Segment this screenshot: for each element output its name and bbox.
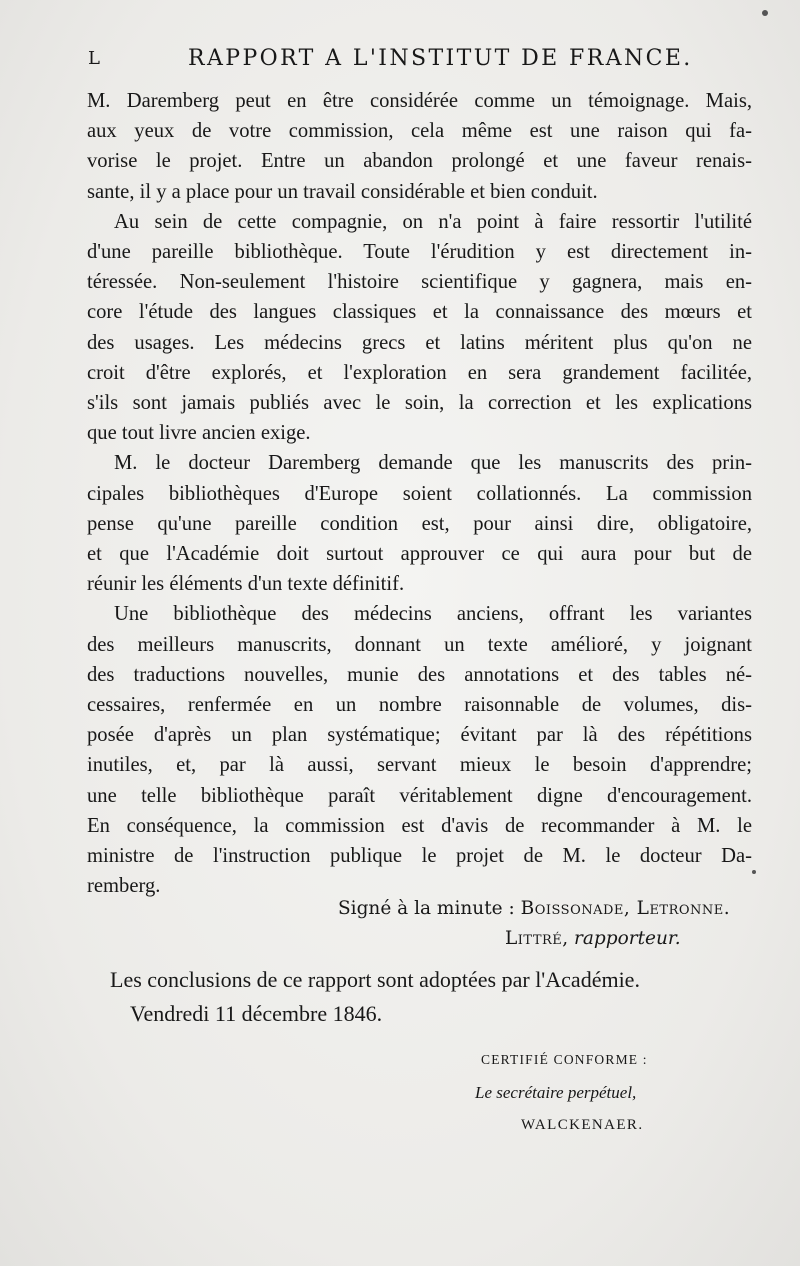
text-line: Une bibliothèque des médecins anciens, offrant les variantes bbox=[114, 603, 752, 626]
text-line: d'une pareille bibliothèque. Toute l'érudition y est directement in- bbox=[87, 241, 752, 264]
text-line: posée d'après un plan systématique; évitant par là des répétitions bbox=[87, 724, 752, 747]
signature-line-2: Littré, rapporteur. bbox=[505, 928, 681, 949]
rapporteur-name: Littré bbox=[505, 928, 563, 949]
text-line: des meilleurs manuscrits, donnant un texte amélioré, y joignant bbox=[87, 633, 752, 656]
text-line: aux yeux de votre commission, cela même est une raison qui fa- bbox=[87, 120, 752, 143]
date-line: Vendredi 11 décembre 1846. bbox=[130, 1001, 383, 1026]
running-head: RAPPORT A L'INSTITUT DE FRANCE. bbox=[188, 46, 693, 71]
text-line: une telle bibliothèque paraît véritablement digne d'encouragement. bbox=[87, 784, 752, 807]
rapporteur-role: rapporteur. bbox=[574, 928, 681, 949]
text-line: s'ils sont jamais publiés avec le soin, la correction et les explications bbox=[87, 392, 752, 415]
text-line: M. Daremberg peut en être considérée comme un témoignage. Mais, bbox=[87, 90, 752, 112]
signature-prefix: Signé à la minute : bbox=[338, 898, 521, 919]
text-line: que tout livre ancien exige. bbox=[87, 422, 311, 445]
report-body bbox=[87, 86, 752, 901]
certification-title: Le secrétaire perpétuel, bbox=[475, 1083, 637, 1102]
text-line: et que l'Académie doit surtout approuver ce qui aura pour but de bbox=[87, 543, 752, 566]
text-line: En conséquence, la commission est d'avis de recommander à M. le bbox=[87, 814, 752, 837]
text-line: croit d'être explorés, et l'exploration en sera grandement facilitée, bbox=[87, 361, 752, 384]
text-line: vorise le projet. Entre un abandon prolongé et une faveur renais- bbox=[87, 150, 752, 173]
text-line: sante, il y a place pour un travail considérable et bien conduit. bbox=[87, 180, 598, 203]
conclusion-line: Les conclusions de ce rapport sont adoptées par l'Académie. bbox=[110, 967, 640, 992]
text-line: inutiles, et, par là aussi, servant mieux le besoin d'apprendre; bbox=[87, 754, 752, 777]
paper-speck bbox=[762, 10, 768, 16]
text-line: téressée. Non-seulement l'histoire scientifique y gagnera, mais en- bbox=[87, 271, 752, 294]
certification-heading: CERTIFIÉ CONFORME : bbox=[481, 1052, 648, 1067]
certification-signatory: WALCKENAER. bbox=[521, 1117, 644, 1133]
paper-speck bbox=[752, 870, 756, 874]
text-line: M. le docteur Daremberg demande que les manuscrits des prin- bbox=[114, 452, 752, 475]
text-line: cessaires, renfermée en un nombre raisonnable de volumes, dis- bbox=[87, 694, 752, 717]
text-line: des usages. Les médecins grecs et latins méritent plus qu'on ne bbox=[87, 331, 752, 354]
signature-line-1 bbox=[338, 898, 730, 919]
text-line: remberg. bbox=[87, 875, 161, 898]
text-line: core l'étude des langues classiques et la connaissance des mœurs et bbox=[87, 301, 752, 324]
page-header bbox=[88, 46, 752, 76]
text-line: des traductions nouvelles, munie des annotations et des tables né- bbox=[87, 663, 752, 686]
text-line: cipales bibliothèques d'Europe soient collationnés. La commission bbox=[87, 482, 752, 505]
text-line: pense qu'une pareille condition est, pour ainsi dire, obligatoire, bbox=[87, 512, 752, 535]
text-line: réunir les éléments d'un texte définitif. bbox=[87, 573, 405, 596]
page-number: L bbox=[88, 48, 101, 69]
text-line: ministre de l'instruction publique le projet de M. le docteur Da- bbox=[87, 845, 752, 868]
text-line: Au sein de cette compagnie, on n'a point à faire ressortir l'utilité bbox=[114, 210, 752, 233]
signature-names: Boissonade, Letronne. bbox=[520, 898, 731, 919]
